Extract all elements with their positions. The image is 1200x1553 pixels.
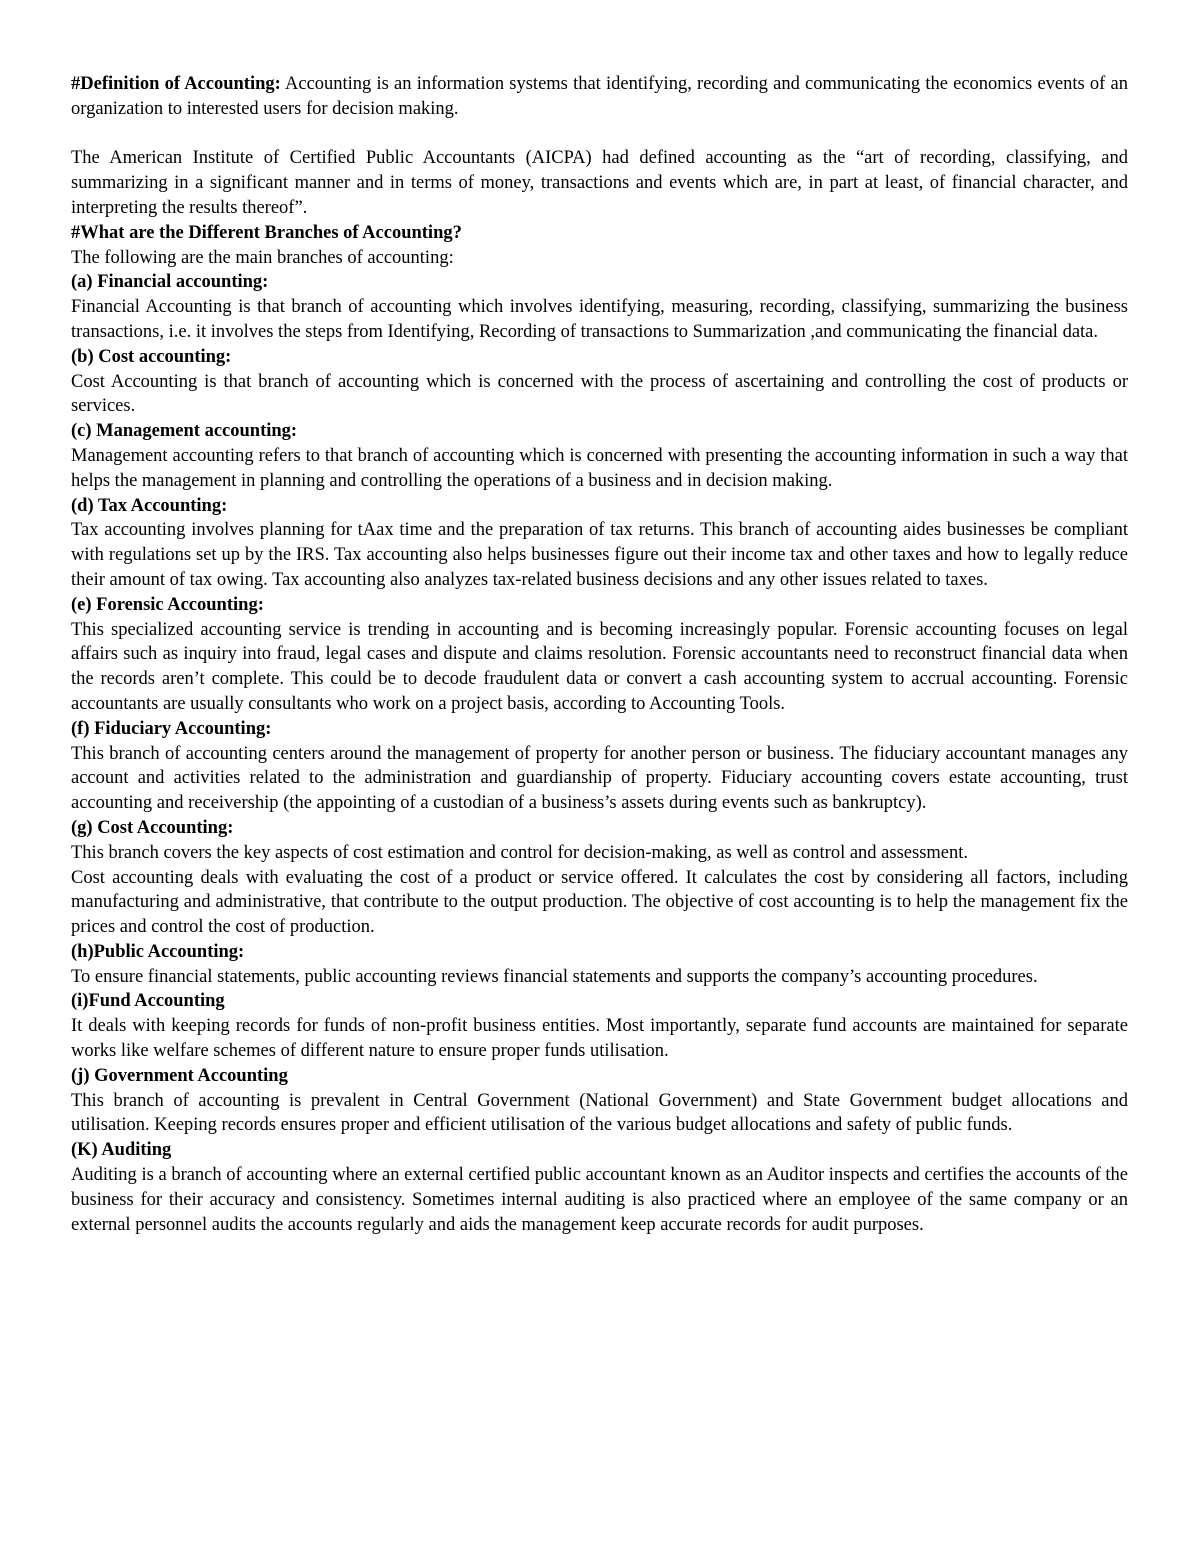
section-text-tax: Tax accounting involves planning for tAax time and the preparation of tax returns. This branch of accounting aides businesses be compliant with regulations set up by the IRS. Tax accounting also helps businesses figure out their income tax and other taxes and how to legally reduce their amount of tax owing. Tax accounting also analyzes tax-related business decisions and any other issues related to taxes. bbox=[71, 520, 1128, 590]
section-heading-government: (j) Government Accounting bbox=[71, 1065, 288, 1086]
document-page bbox=[71, 72, 1128, 1237]
section-heading-fiduciary: (f) Fiduciary Accounting: bbox=[71, 718, 272, 739]
section-text-fund: It deals with keeping records for funds of non-profit business entities. Most importantly, separate fund accounts are maintained for separate works like welfare schemes of different nature to ensure proper funds utilisation. bbox=[71, 1016, 1128, 1062]
section-heading-cost: (b) Cost accounting: bbox=[71, 346, 232, 367]
branches-heading: #What are the Different Branches of Accounting? bbox=[71, 222, 462, 243]
section-text-public: To ensure financial statements, public accounting reviews financial statements and supports the company’s accounting procedures. bbox=[71, 966, 1038, 987]
section-text-cost: Cost Accounting is that branch of accounting which is concerned with the process of ascertaining and controlling the cost of products or services. bbox=[71, 371, 1128, 417]
section-text-cost-accounting-2: Cost accounting deals with evaluating the cost of a product or service offered. It calculates the cost by considering all factors, including manufacturing and administrative, that contribute to the output production. The objective of cost accounting is to help the management fix the prices and control the cost of production. bbox=[71, 867, 1128, 938]
section-heading-public: (h)Public Accounting: bbox=[71, 941, 245, 962]
section-heading-cost-accounting: (g) Cost Accounting: bbox=[71, 817, 234, 838]
section-text-cost-accounting-1: This branch covers the key aspects of cost estimation and control for decision-making, as well as control and assessment. bbox=[71, 842, 969, 863]
definition-label: #Definition of Accounting: bbox=[71, 74, 281, 94]
section-heading-tax: (d) Tax Accounting: bbox=[71, 495, 228, 516]
definition-text: Accounting is an information systems that identifying, recording and communicating the economics events of an organization to interested users for decision making. bbox=[71, 74, 1128, 119]
paragraph-gap bbox=[71, 122, 1128, 147]
definition-paragraph bbox=[71, 72, 1128, 122]
section-heading-forensic: (e) Forensic Accounting: bbox=[71, 594, 264, 615]
section-text-financial: Financial Accounting is that branch of accounting which involves identifying, measuring, recording, classifying, summarizing the business transactions, i.e. it involves the steps from Identifying, Recording of transactions to Summarization ,and communicating the financial data. bbox=[71, 297, 1128, 342]
section-heading-financial: (a) Financial accounting: bbox=[71, 272, 269, 293]
section-text-management: Management accounting refers to that branch of accounting which is concerned with presenting the accounting information in such a way that helps the management in planning and controlling the operations of a business and in decision making. bbox=[71, 445, 1128, 491]
section-heading-management: (c) Management accounting: bbox=[71, 421, 298, 442]
section-text-forensic: This specialized accounting service is trending in accounting and is becoming increasingly popular. Forensic accounting focuses on legal affairs such as inquiry into fraud, legal cases and dispute and claims resolution. Forensic accountants need to reconstruct financial data when the records aren’t complete. This could be to decode fraudulent data or convert a cash accounting system to accrual accounting. Forensic accountants are usually consultants who work on a project basis, according to Accounting Tools. bbox=[71, 619, 1128, 714]
section-heading-auditing: (K) Auditing bbox=[71, 1140, 172, 1161]
section-text-fiduciary: This branch of accounting centers around the management of property for another person or business. The fiduciary accountant manages any account and activities related to the administration and guardianship of property. Fiduciary accounting covers estate accounting, trust accounting and receivership (the appointing of a custodian of a business’s assets during events such as bankruptcy). bbox=[71, 743, 1128, 814]
aicpa-paragraph: The American Institute of Certified Public Accountants (AICPA) had defined accounting as the “art of recording, classifying, and summarizing in a significant manner and in terms of money, transactions and events which are, in part at least, of financial character, and interpreting the results thereof”. bbox=[71, 148, 1128, 218]
branches-intro: The following are the main branches of accounting: bbox=[71, 247, 454, 268]
section-text-auditing: Auditing is a branch of accounting where an external certified public accountant known as an Auditor inspects and certifies the accounts of the business for their accuracy and consistency. Sometimes internal auditing is also practiced where an employee of the same company or an external personnel audits the accounts regularly and aids the management keep accurate records for audit purposes. bbox=[71, 1165, 1128, 1235]
section-text-government: This branch of accounting is prevalent in Central Government (National Government) and State Government budget allocations and utilisation. Keeping records ensures proper and efficient utilisation of the various budget allocations and safety of public funds. bbox=[71, 1090, 1128, 1136]
section-heading-fund: (i)Fund Accounting bbox=[71, 991, 225, 1012]
